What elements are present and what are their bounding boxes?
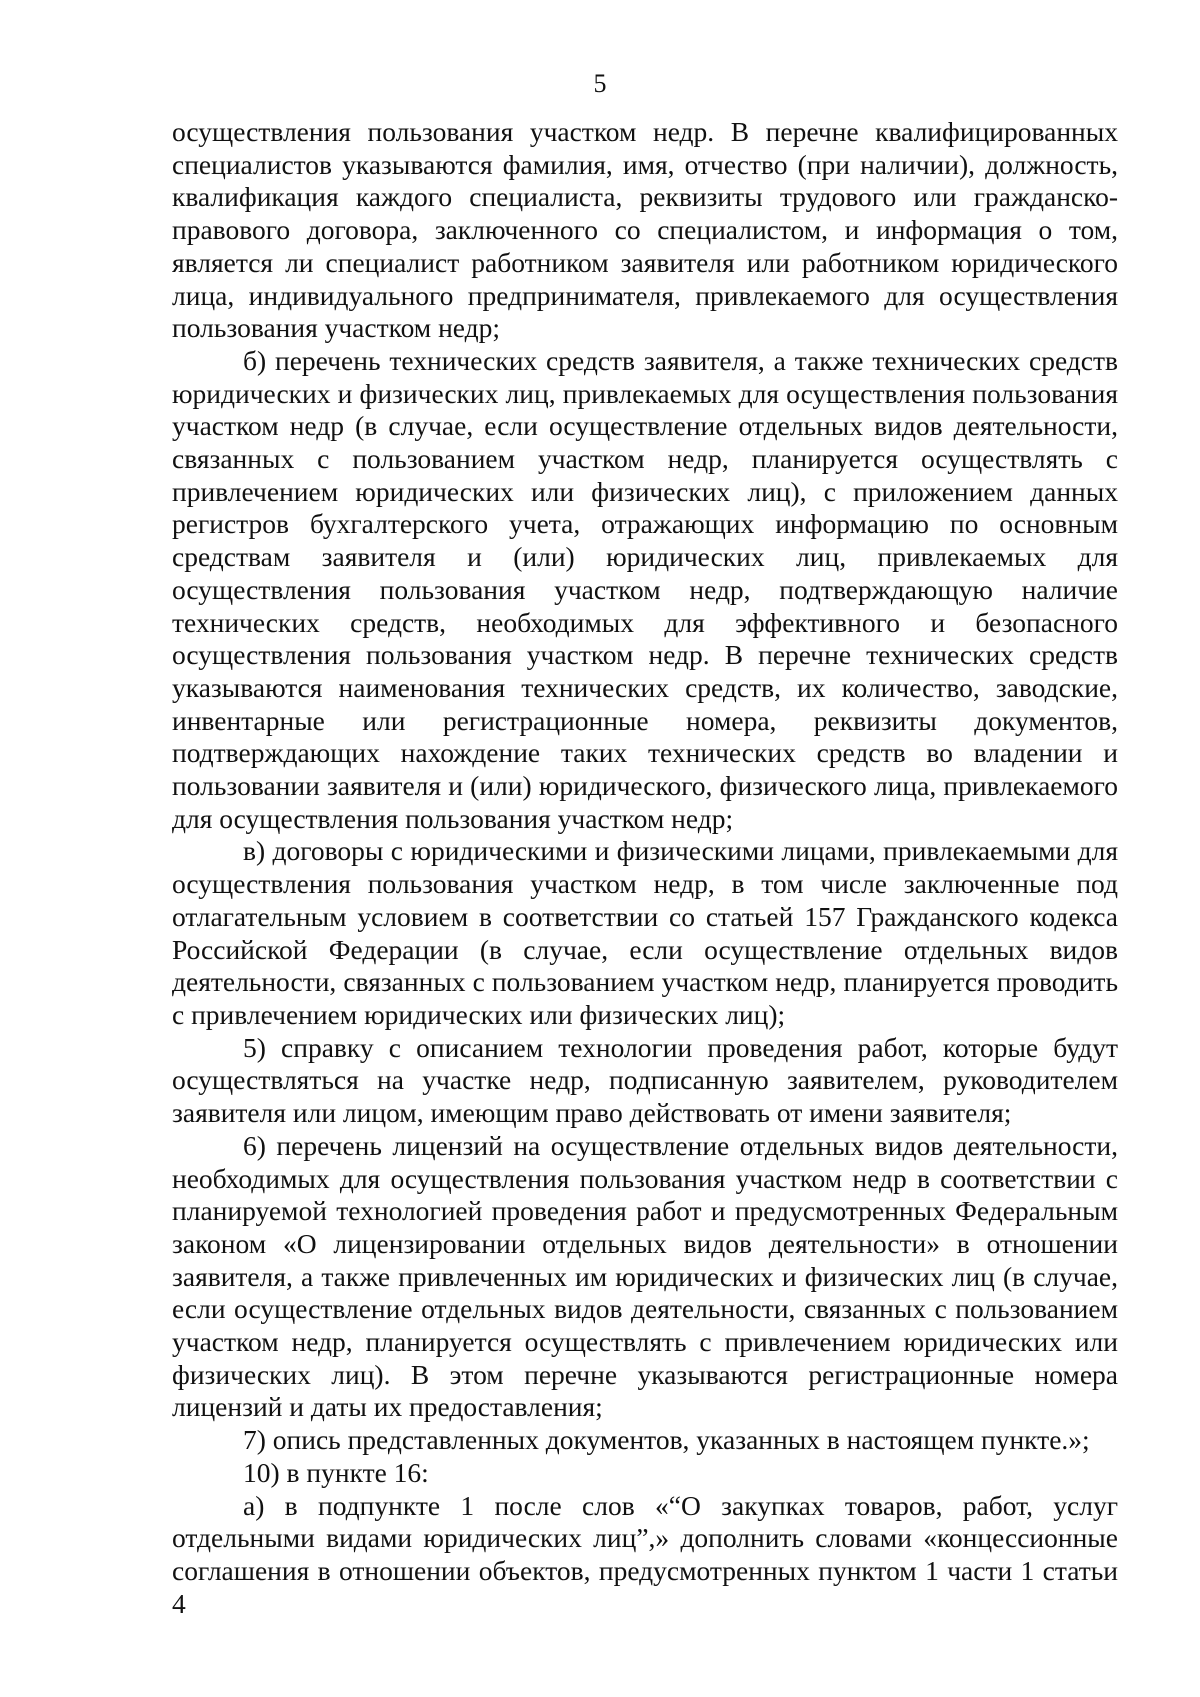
document-body <box>172 116 1118 1620</box>
page-number: 5 <box>593 69 607 98</box>
paragraph-item-b: б) перечень технических средств заявителя, а также технических средств юридических и физических лиц, привлекаемых для осуществления пользования участком недр (в случае, если осуществление отдельных видов деятельности, связанных с пользованием участком недр, планируется осуществлять с привлечением юридических или физических лиц), с приложением данных регистров бухгалтерского учета, отражающих информацию по основным средствам заявителя и (или) юридических лиц, привлекаемых для осуществления пользования участком недр, подтверждающую наличие технических средств, необходимых для эффективного и безопасного осуществления пользования участком недр. В перечне технических средств указываются наименования технических средств, их количество, заводские, инвентарные или регистрационные номера, реквизиты документов, подтверждающих нахождение таких технических средств во владении и пользовании заявителя и (или) юридического, физического лица, привлекаемого для осуществления пользования участком недр; <box>172 344 1118 834</box>
paragraph-item-6: 6) перечень лицензий на осуществление отдельных видов деятельности, необходимых для осуществления пользования участком недр в соответствии с планируемой технологией проведения работ и предусмотренных Федеральным законом «О лицензировании отдельных видов деятельности» в отношении заявителя, а также привлеченных им юридических и физических лиц (в случае, если осуществление отдельных видов деятельности, связанных с пользованием участком недр, планируется осуществлять с привлечением юридических или физических лиц). В этом перечне указываются регистрационные номера лицензий и даты их предоставления; <box>172 1129 1118 1423</box>
paragraph-item-7: 7) опись представленных документов, указанных в настоящем пункте.»; <box>243 1424 1090 1456</box>
paragraph-item-v: в) договоры с юридическими и физическими лицами, привлекаемыми для осуществления пользования участком недр, в том числе заключенные под отлагательным условием в соответствии со статьей 157 Гражданского кодекса Российской Федерации (в случае, если осуществление отдельных видов деятельности, связанных с пользованием участком недр, планируется проводить с привлечением юридических или физических лиц); <box>172 835 1118 1030</box>
paragraph-continuation: осуществления пользования участком недр. В перечне квалифицированных специалистов указываются фамилия, имя, отчество (при наличии), должность, квалификация каждого специалиста, реквизиты трудового или гражданско-правового договора, заключенного со специалистом, и информация о том, является ли специалист работником заявителя или работником юридического лица, индивидуального предпринимателя, привлекаемого для осуществления пользования участком недр; <box>172 116 1118 344</box>
paragraph-item-10: 10) в пункте 16: <box>243 1456 429 1488</box>
paragraph-item-a: а) в подпункте 1 после слов «“О закупках товаров, работ, услуг отдельными видами юридических лиц”,» дополнить словами «концессионные соглашения в отношении объектов, предусмотренных пунктом 1 части 1 статьи 4 <box>172 1489 1118 1619</box>
paragraph-item-5: 5) справку с описанием технологии проведения работ, которые будут осуществляться на участке недр, подписанную заявителем, руководителем заявителя или лицом, имеющим право действовать от имени заявителя; <box>172 1031 1118 1129</box>
